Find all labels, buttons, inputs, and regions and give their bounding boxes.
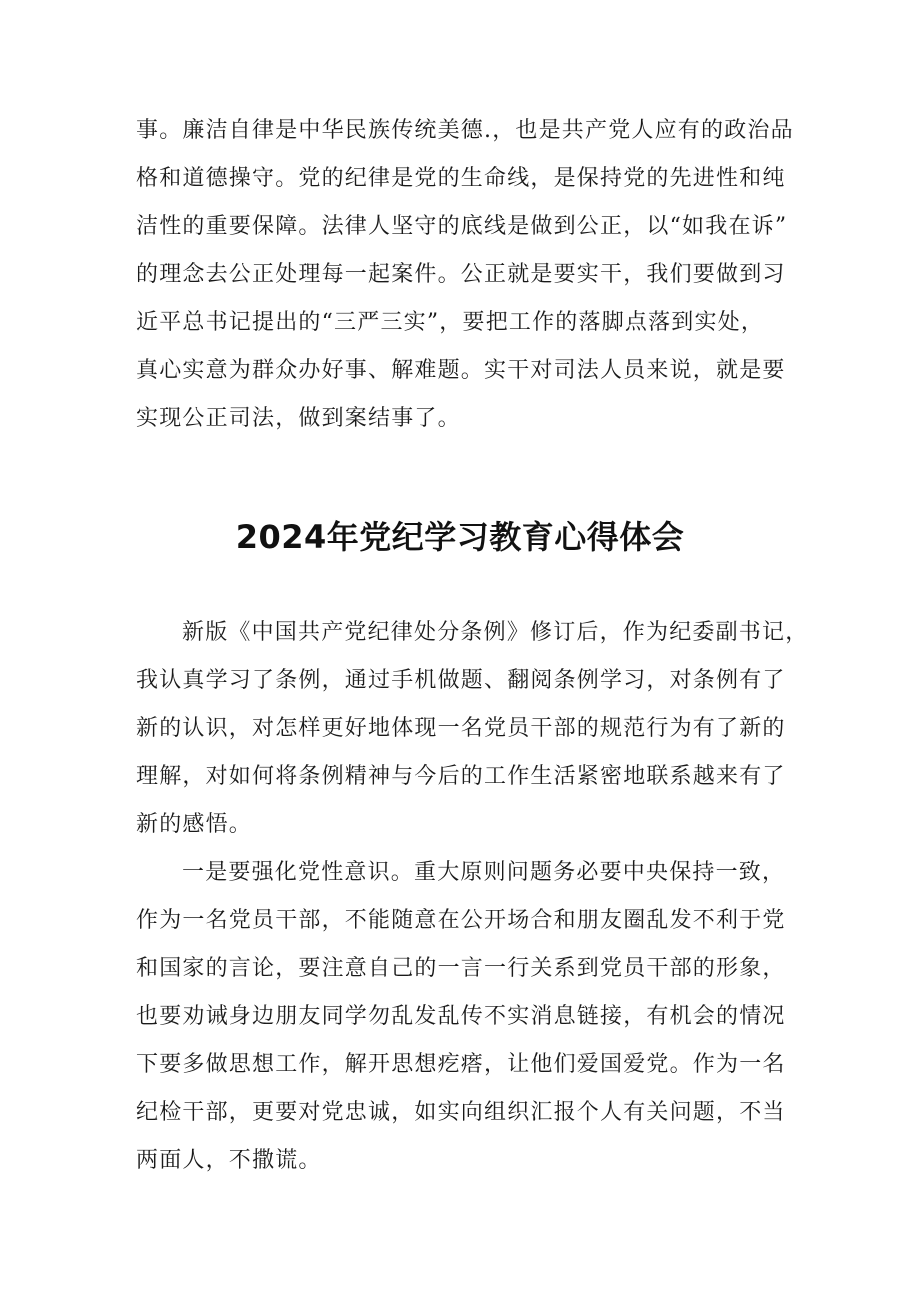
paragraph-line: 洁性的重要保障。法律人坚守的底线是做到公正，以“如我在诉” <box>136 214 788 239</box>
paragraph-line: 也要劝诫身边朋友同学勿乱发乱传不实消息链接，有机会的情况 <box>136 1004 786 1029</box>
paragraph-line: 下要多做思想工作，解开思想疙瘩，让他们爱国爱党。作为一名 <box>136 1052 786 1077</box>
paragraph-line: 实现公正司法，做到案结事了。 <box>136 406 461 431</box>
paragraph-line: 和国家的言论，要注意自己的一言一行关系到党员干部的形象， <box>136 956 786 981</box>
paragraph-line: 一是要强化党性意识。重大原则问题务必要中央保持一致， <box>182 860 786 885</box>
paragraph-line: 理解，对如何将条例精神与今后的工作生活紧密地联系越来有了 <box>136 764 786 789</box>
paragraph-line: 新版《中国共产党纪律处分条例》修订后，作为纪委副书记， <box>182 620 809 645</box>
paragraph-line: 纪检干部，更要对党忠诚，如实向组织汇报个人有关问题，不当 <box>136 1100 786 1125</box>
paragraph-line: 新的感悟。 <box>136 812 253 837</box>
paragraph-line: 事。廉洁自律是中华民族传统美德.，也是共产党人应有的政治品 <box>136 118 794 143</box>
paragraph-line: 作为一名党员干部，不能随意在公开场合和朋友圈乱发不利于党 <box>136 908 786 933</box>
paragraph-line: 近平总书记提出的“三严三实”，要把工作的落脚点落到实处， <box>136 310 765 335</box>
document-title: 2024年党纪学习教育心得体会 <box>235 518 685 556</box>
paragraph-line: 真心实意为群众办好事、解难题。实干对司法人员来说，就是要 <box>136 358 786 383</box>
paragraph-line: 的理念去公正处理每一起案件。公正就是要实干，我们要做到习 <box>136 262 786 287</box>
paragraph-line: 新的认识，对怎样更好地体现一名党员干部的规范行为有了新的 <box>136 716 786 741</box>
paragraph-line: 我认真学习了条例，通过手机做题、翻阅条例学习，对条例有了 <box>136 668 786 693</box>
paragraph-line: 两面人，不撒谎。 <box>136 1148 322 1173</box>
paragraph-line: 格和道德操守。党的纪律是党的生命线，是保持党的先进性和纯 <box>136 166 786 191</box>
